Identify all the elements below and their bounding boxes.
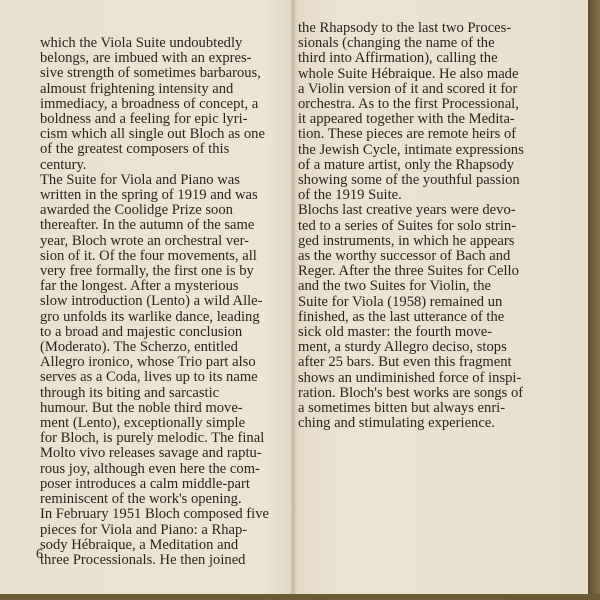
text-line: far the longest. After a mysterious [40,278,239,295]
text-line: cism which all single out Bloch as one [40,126,265,143]
text-line: Reger. After the three Suites for Cello [298,263,519,280]
text-line: of a mature artist, only the Rhapsody [298,156,515,173]
text-line: it appeared together with the Medita- [298,111,515,128]
right-text-column [298,21,550,431]
text-line: ration. Bloch's best works are songs of [298,384,524,401]
text-line: ching and stimulating experience. [298,415,495,432]
left-text-column [40,36,288,568]
text-line: as the worthy successor of Bach and [298,248,511,265]
text-line: In February 1951 Bloch composed five [40,506,269,523]
text-line: the Rhapsody to the last two Proces- [298,20,512,36]
text-line: (Moderato). The Scherzo, entitled [40,339,238,356]
text-line: whole Suite Hébraique. He also made [298,65,519,82]
text-line: for Bloch, is purely melodic. The final [40,430,265,447]
text-line: ment, a sturdy Allegro deciso, stops [298,339,507,356]
text-line: third into Affirmation), calling the [298,50,498,67]
text-line: rous joy, although even here the com- [40,460,260,477]
text-line: a sometimes bitten but always enri- [298,400,506,417]
page-number: 6 [36,547,43,562]
text-line: Molto vivo releases savage and raptu- [40,445,262,462]
text-line: of the 1919 Suite. [298,187,402,204]
text-line: century. [40,156,87,173]
text-line: through its biting and sarcastic [40,384,220,401]
text-line: Allegro ironico, whose Trio part also [40,354,256,371]
text-line: reminiscent of the work's opening. [40,491,242,508]
text-line: year, Bloch wrote an orchestral ver- [40,232,250,249]
booklet-spine-fold [290,0,296,594]
text-line: Blochs last creative years were devo- [298,202,516,219]
text-line: The Suite for Viola and Piano was [40,171,240,188]
text-line: thereafter. In the autumn of the same [40,217,255,234]
text-line: the Jewish Cycle, intimate expressions [298,141,524,158]
text-line: of the greatest composers of this [40,141,230,158]
text-line: boldness and a feeling for epic lyri- [40,111,248,128]
text-line: a Violin version of it and scored it for [298,80,518,97]
text-line: humour. But the noble third move- [40,399,243,416]
text-line: pieces for Viola and Piano: a Rhap- [40,521,248,538]
table-surface-bottom [0,594,600,600]
text-line: three Processionals. He then joined [40,551,246,568]
text-line: written in the spring of 1919 and was [40,187,258,204]
text-line: sionals (changing the name of the [298,35,495,52]
text-line: sive strength of sometimes barbarous, [40,65,261,82]
text-line: gro unfolds its warlike dance, leading [40,308,260,325]
text-line: immediacy, a broadness of concept, a [40,95,259,112]
text-line: sody Hébraique, a Meditation and [40,536,239,553]
text-line: belongs, are imbued with an expres- [40,50,252,67]
text-line: Suite for Viola (1958) remained un [298,293,503,310]
text-line: sick old master: the fourth move- [298,324,493,341]
text-line: almoust frightening intensity and [40,80,234,97]
table-surface-right [588,0,600,600]
text-line: showing some of the youthful passion [298,172,520,189]
text-line: orchestra. As to the first Processional, [298,96,519,113]
text-line: after 25 bars. But even this fragment [298,354,512,371]
text-line: ted to a series of Suites for solo strin- [298,217,517,234]
text-line: finished, as the last utterance of the [298,308,505,325]
text-line: and the two Suites for Violin, the [298,278,492,295]
text-line: shows an undiminished force of inspi- [298,369,522,386]
text-line: sion of it. Of the four movements, all [40,247,257,264]
text-line: serves as a Coda, lives up to its name [40,369,258,386]
text-line: which the Viola Suite undoubtedly [40,35,243,51]
text-line: to a broad and majestic conclusion [40,323,243,340]
text-line: poser introduces a calm middle-part [40,475,250,492]
text-line: very free formally, the first one is by [40,263,254,280]
text-line: slow introduction (Lento) a wild Alle- [40,293,263,310]
text-line: ged instruments, in which he appears [298,232,515,249]
text-line: ment (Lento), exceptionally simple [40,415,246,432]
text-line: awarded the Coolidge Prize soon [40,202,233,219]
text-line: tion. These pieces are remote heirs of [298,126,517,143]
